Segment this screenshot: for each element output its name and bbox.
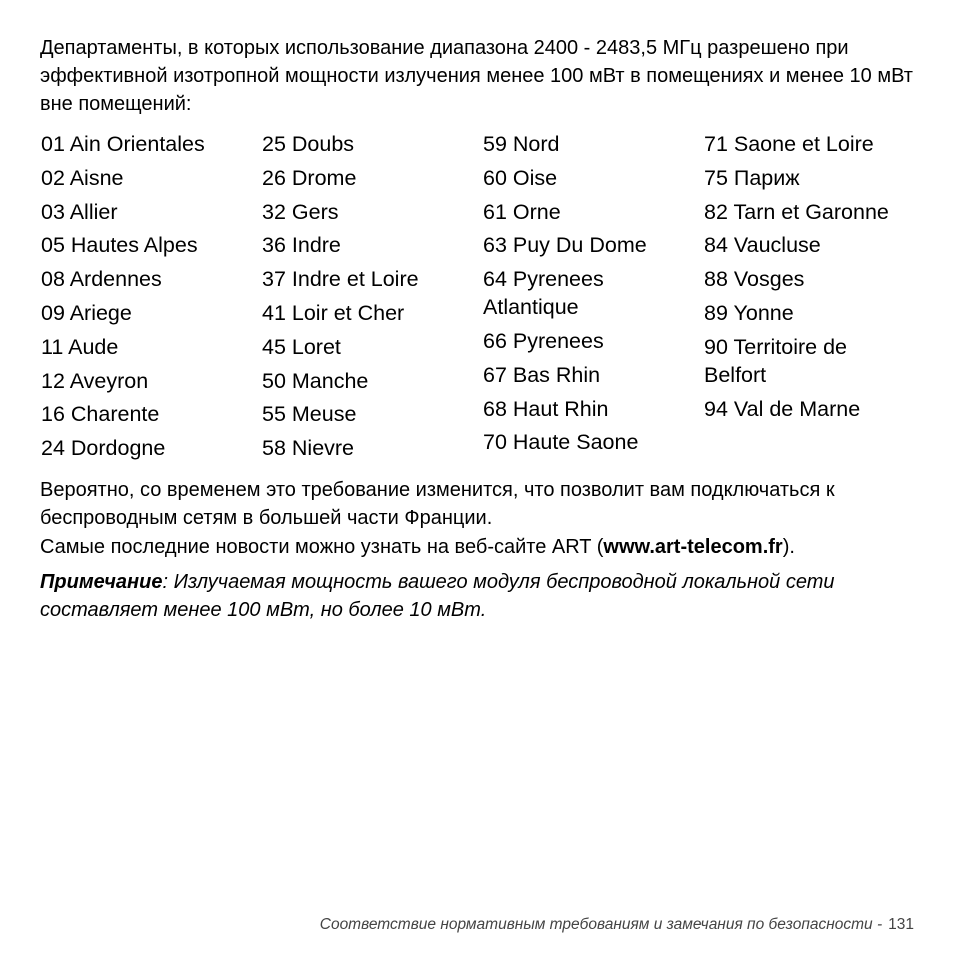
page-number: 131 (888, 916, 914, 933)
department-item: 02 Aisne (41, 165, 124, 190)
department-item: 88 Vosges (704, 267, 805, 292)
news-prefix: Самые последние новости можно узнать на веб-сайте ART ( (40, 535, 604, 558)
department-item: 75 Париж (704, 165, 800, 190)
note-paragraph (40, 568, 915, 624)
department-item: 70 Haute Saone (483, 430, 639, 455)
document-page (40, 34, 915, 624)
department-item: 58 Nievre (262, 436, 355, 461)
departments-column-1 (40, 130, 261, 468)
department-item: 45 Loret (262, 334, 341, 359)
departments-column-2 (261, 130, 482, 468)
department-item: 11 Aude (41, 334, 119, 359)
department-item: 60 Oise (483, 165, 558, 190)
department-item: 89 Yonne (704, 300, 794, 325)
department-item: 08 Ardennes (41, 267, 162, 292)
department-item: 84 Vaucluse (704, 233, 821, 258)
department-item: 36 Indre (262, 233, 341, 258)
departments-list (40, 130, 915, 468)
department-item: 41 Loir et Cher (262, 300, 405, 325)
website-link[interactable]: www.art-telecom.fr (603, 535, 783, 558)
departments-column-4 (703, 130, 915, 468)
note-label: Примечание (40, 570, 163, 593)
department-item: 64 Pyrenees Atlantique (483, 267, 604, 320)
department-item: 59 Nord (483, 132, 560, 156)
department-item: 16 Charente (41, 402, 160, 427)
department-item: 01 Ain Orientales (41, 132, 205, 156)
department-item: 32 Gers (262, 199, 339, 224)
news-paragraph (40, 533, 915, 561)
department-item: 26 Drome (262, 165, 357, 190)
department-item: 67 Bas Rhin (483, 362, 601, 387)
department-item: 82 Tarn et Garonne (704, 199, 889, 224)
intro-paragraph: Департаменты, в которых использование диапазона 2400 - 2483,5 МГц разрешено при эффективной изотропной мощности излучения менее 100 мВт в помещениях и менее 10 мВт вне помещений: (40, 37, 913, 115)
footer-title: Соответствие нормативным требованиям и замечания по безопасности - (319, 916, 883, 933)
department-item: 24 Dordogne (41, 436, 166, 461)
news-suffix: ). (782, 535, 795, 558)
department-item: 94 Val de Marne (704, 396, 861, 421)
department-item: 09 Ariege (41, 300, 132, 325)
departments-column-3 (482, 130, 703, 468)
department-item: 37 Indre et Loire (262, 267, 419, 292)
department-item: 03 Allier (41, 199, 118, 224)
department-item: 71 Saone et Loire (704, 132, 874, 156)
department-item: 50 Manche (262, 368, 369, 393)
department-item: 12 Aveyron (41, 368, 149, 393)
department-item: 63 Puy Du Dome (483, 233, 647, 258)
note-text: : Излучаемая мощность вашего модуля беспроводной локальной сети составляет менее 100 мВт, но более 10 мВт. (40, 570, 835, 621)
department-item: 90 Territoire de Belfort (704, 334, 848, 387)
department-item: 55 Meuse (262, 402, 357, 427)
department-item: 05 Hautes Alpes (41, 233, 198, 258)
department-item: 25 Doubs (262, 132, 355, 156)
department-item: 68 Haut Rhin (483, 396, 609, 421)
department-item: 61 Orne (483, 199, 561, 224)
page-footer (320, 916, 914, 934)
department-item: 66 Pyrenees (483, 328, 604, 353)
change-notice-paragraph: Вероятно, со временем это требование изменится, что позволит вам подключаться к беспроводным сетям в большей части Франции. (40, 478, 835, 529)
